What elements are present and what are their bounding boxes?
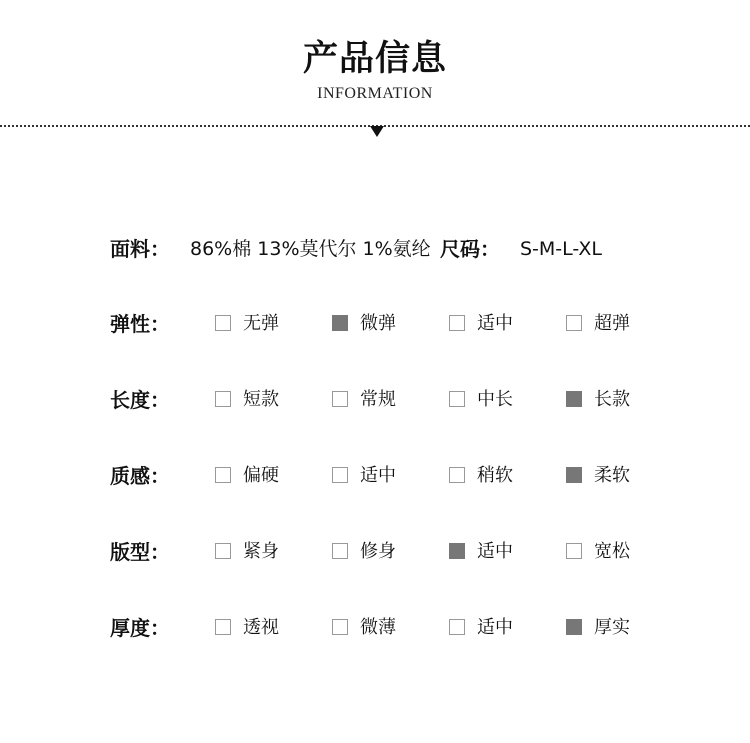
option-label: 微薄 [360,617,396,638]
option-label: 短款 [243,389,279,410]
unchecked-box-icon [332,467,348,483]
checked-box-icon [566,391,582,407]
checked-box-icon [566,619,582,635]
unchecked-box-icon [215,543,231,559]
attribute-label: 版型： [110,540,170,564]
option-label: 常规 [360,389,396,410]
unchecked-box-icon [449,467,465,483]
unchecked-box-icon [332,543,348,559]
unchecked-box-icon [449,391,465,407]
attribute-row-thickness [0,613,750,643]
unchecked-box-icon [215,619,231,635]
size-value: S-M-L-XL [520,238,602,260]
checked-box-icon [566,467,582,483]
size-label: 尺码： [440,237,500,261]
attribute-row-texture [0,461,750,491]
option-label: 柔软 [594,465,630,486]
unchecked-box-icon [215,467,231,483]
attribute-label: 质感： [110,464,170,488]
page-title: 产品信息 [302,39,447,79]
option-label: 宽松 [594,541,630,562]
fabric-value: 86%棉 13%莫代尔 1%氨纶 [190,238,431,260]
option-label: 适中 [360,465,396,486]
option-label: 微弹 [360,313,396,334]
unchecked-box-icon [449,619,465,635]
checked-box-icon [449,543,465,559]
option-label: 透视 [243,617,279,638]
option-label: 中长 [477,389,513,410]
option-label: 适中 [477,313,513,334]
option-label: 适中 [477,617,513,638]
option-label: 无弹 [243,313,279,334]
option-label: 偏硬 [243,465,279,486]
unchecked-box-icon [566,543,582,559]
option-label: 超弹 [594,313,630,334]
fabric-label: 面料： [110,237,170,261]
unchecked-box-icon [332,619,348,635]
unchecked-box-icon [215,391,231,407]
unchecked-box-icon [332,391,348,407]
unchecked-box-icon [449,315,465,331]
attribute-label: 厚度： [110,616,170,640]
unchecked-box-icon [566,315,582,331]
down-arrow-icon [370,126,384,137]
page-subtitle: INFORMATION [317,85,433,102]
option-label: 厚实 [594,617,630,638]
attribute-label: 长度： [110,388,170,412]
attribute-row-fit [0,537,750,567]
option-label: 适中 [477,541,513,562]
attribute-row-length [0,385,750,415]
option-label: 稍软 [477,465,513,486]
checked-box-icon [332,315,348,331]
option-label: 长款 [594,389,630,410]
option-label: 修身 [360,541,396,562]
option-label: 紧身 [243,541,279,562]
fabric-size-row [0,234,750,264]
unchecked-box-icon [215,315,231,331]
attribute-row-elasticity [0,309,750,339]
attribute-label: 弹性： [110,312,170,336]
